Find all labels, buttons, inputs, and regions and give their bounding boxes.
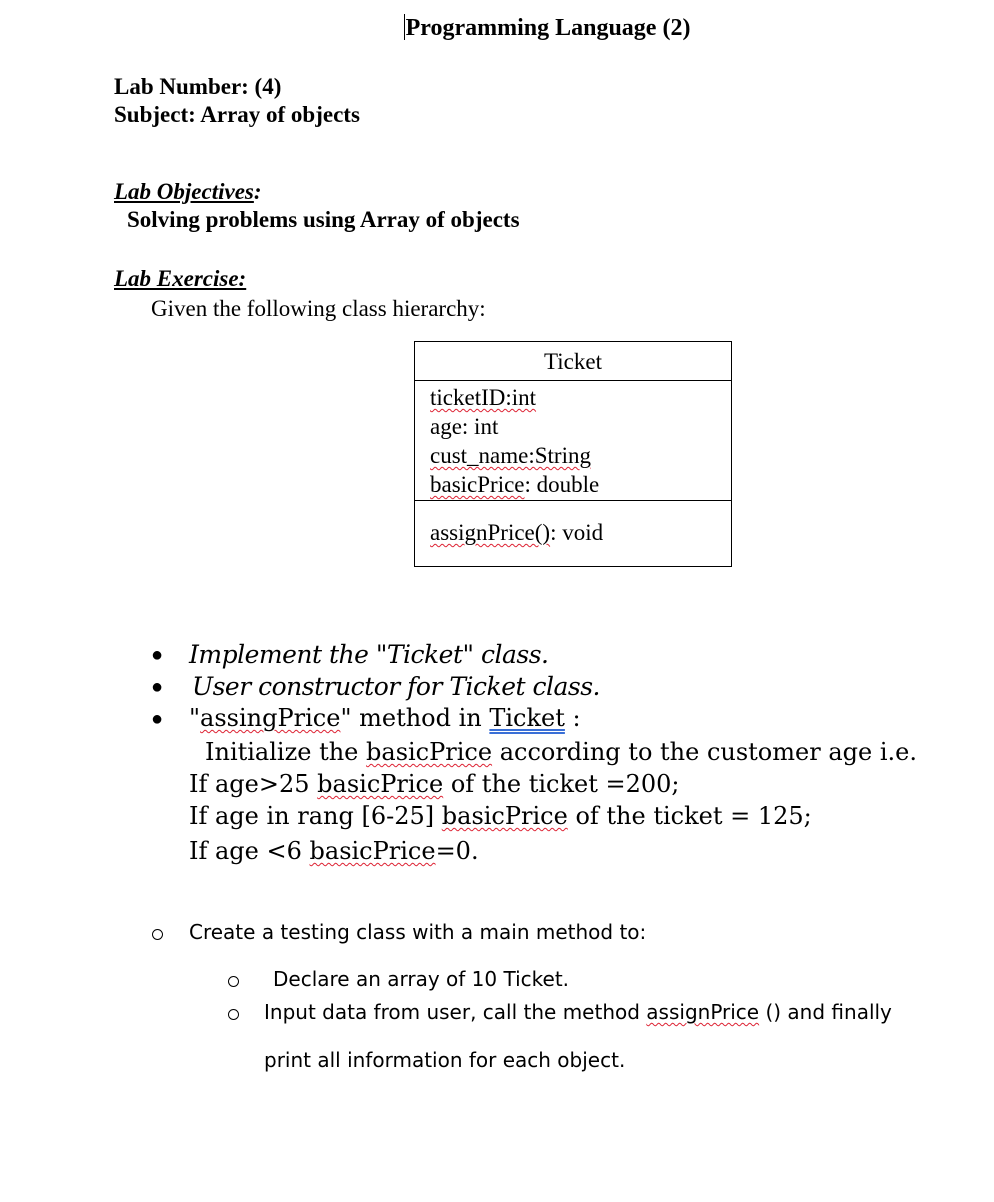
testing-step-print: print all information for each object.	[264, 1048, 626, 1072]
uml-attribute: ticketID:int	[430, 385, 537, 410]
objectives-text: Solving problems using Array of objects	[127, 207, 520, 232]
lab-number: Lab Number: (4)	[114, 74, 282, 99]
testing-step-input: Input data from user, call the method assignPrice () and finally	[264, 1000, 892, 1024]
rule-age-under-6: If age <6 basicPrice=0.	[189, 837, 479, 865]
page-title: Programming Language (2)	[405, 15, 691, 41]
task-constructor: User constructor for Ticket class.	[192, 672, 600, 701]
rule-age-over-25: If age>25 basicPrice of the ticket =200;	[189, 770, 680, 798]
uml-attributes	[415, 381, 731, 501]
uml-attribute: basicPrice: double	[430, 472, 600, 497]
task-method: "assingPrice" method in Ticket :	[189, 704, 581, 732]
uml-attribute: cust_name:String	[430, 443, 591, 468]
lab-subject: Subject: Array of objects	[114, 102, 360, 127]
rule-age-6-25: If age in rang [6-25] basicPrice of the ticket = 125;	[189, 802, 812, 830]
hollow-bullet-icon	[152, 927, 163, 945]
uml-attribute: age: int	[430, 414, 499, 439]
objectives-heading: Lab Objectives:	[114, 179, 262, 204]
bullet-icon: ●	[151, 676, 164, 698]
hollow-bullet-icon	[228, 974, 239, 992]
bullet-icon: ●	[151, 708, 164, 730]
exercise-heading: Lab Exercise:	[114, 266, 247, 291]
bullet-icon: ●	[151, 644, 164, 666]
text-cursor	[404, 14, 405, 40]
uml-class-diagram	[414, 341, 732, 567]
hollow-bullet-icon	[228, 1007, 239, 1025]
method-description: Initialize the basicPrice according to the customer age i.e.	[205, 738, 917, 766]
testing-step-declare: Declare an array of 10 Ticket.	[273, 967, 570, 991]
exercise-intro: Given the following class hierarchy:	[151, 296, 486, 321]
uml-class-name: Ticket	[415, 342, 731, 381]
task-implement-class: Implement the "Ticket" class.	[189, 640, 549, 669]
uml-methods: assignPrice(): void	[430, 520, 604, 545]
testing-main: Create a testing class with a main method to:	[189, 920, 647, 944]
